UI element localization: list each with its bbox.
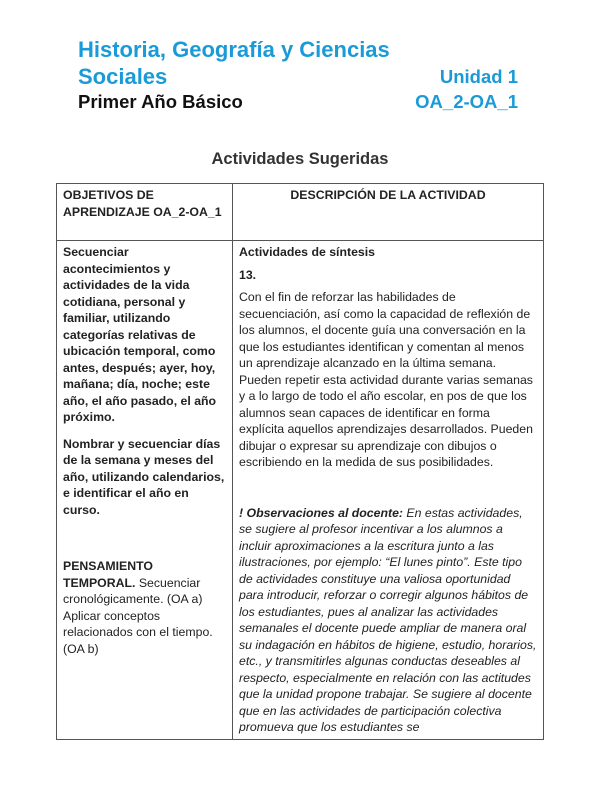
subject-title (78, 36, 390, 90)
skills-label: PENSAMIENTO TEMPORAL. (63, 559, 153, 590)
oa-code-label: OA_2-OA_1 (415, 91, 518, 112)
table-header-row (57, 184, 544, 241)
observations-label: ! Observaciones al docente: (239, 505, 404, 520)
teacher-observations (239, 505, 537, 736)
activity-number: 13. (239, 267, 257, 282)
subject-title-line1: Historia, Geografía y Ciencias (78, 37, 390, 62)
description-cell (233, 241, 544, 740)
objective-2: Nombrar y secuenciar días de la semana y meses del año, utilizando calendarios, e identificar el año en curso. (63, 436, 225, 517)
objectives-cell (57, 241, 233, 740)
section-title: Actividades Sugeridas (211, 150, 389, 168)
skills-block (63, 558, 226, 657)
unit-label: Unidad 1 (439, 66, 518, 87)
skills-text: Secuenciar cronológicamente. (OA a) Aplicar conceptos relacionados con el tiempo. (OA b) (63, 575, 213, 656)
activities-table (56, 183, 544, 740)
table-row (57, 241, 544, 740)
description-column-header: DESCRIPCIÓN DE LA ACTIVIDAD (233, 184, 544, 241)
observations-text: En estas actividades, se sugiere al profesor incentivar a los alumnos a incluir aproximaciones a la escritura junto a las ilustraciones, por ejemplo: “El lunes pinto”. Este tipo de actividades constituye una valiosa oportunidad para introducir, reforzar o corregir algunos hábitos de los estudiantes, pues al analizar las actividades semanales el docente puede ampliar de manera oral su indagación en hábitos de higiene, estudio, horarios, etc., y transmitirles algunas conductas deseables al respecto, especialmente en relación con las actitudes que la unidad propone trabajar. Se sugiere al docente que en las actividades de participación colectiva promueva que los estudiantes se (239, 505, 537, 734)
objective-1: Secuenciar acontecimientos y actividades de la vida cotidiana, personal y familiar, utilizando categorías relativas de ubicación temporal, como antes, después; ayer, hoy, mañana; día, noche; este año, el año pasado, el año próximo. (63, 245, 217, 424)
activity-title: Actividades de síntesis (239, 245, 376, 259)
grade-label: Primer Año Básico (78, 91, 243, 112)
activity-description: Con el fin de reforzar las habilidades de secuenciación, así como la capacidad de reflexión de los alumnos, el docente guía una conversación en la que los estudiantes identifican y comentan al menos un aprendizaje alcanzado en la última semana. Pueden repetir esta actividad durante varias semanas y a lo largo de todo el año escolar, en pos de que los alumnos sean capaces de identificar en forma explícita aquellos aprendizajes desarrollados. Pueden dibujar o expresar su aprendizaje con dibujos o escribiendo en la medida de sus posibilidades. (239, 290, 533, 469)
objectives-column-header: OBJETIVOS DE APRENDIZAJE OA_2-OA_1 (57, 184, 233, 241)
subject-title-line2: Sociales (78, 64, 168, 89)
